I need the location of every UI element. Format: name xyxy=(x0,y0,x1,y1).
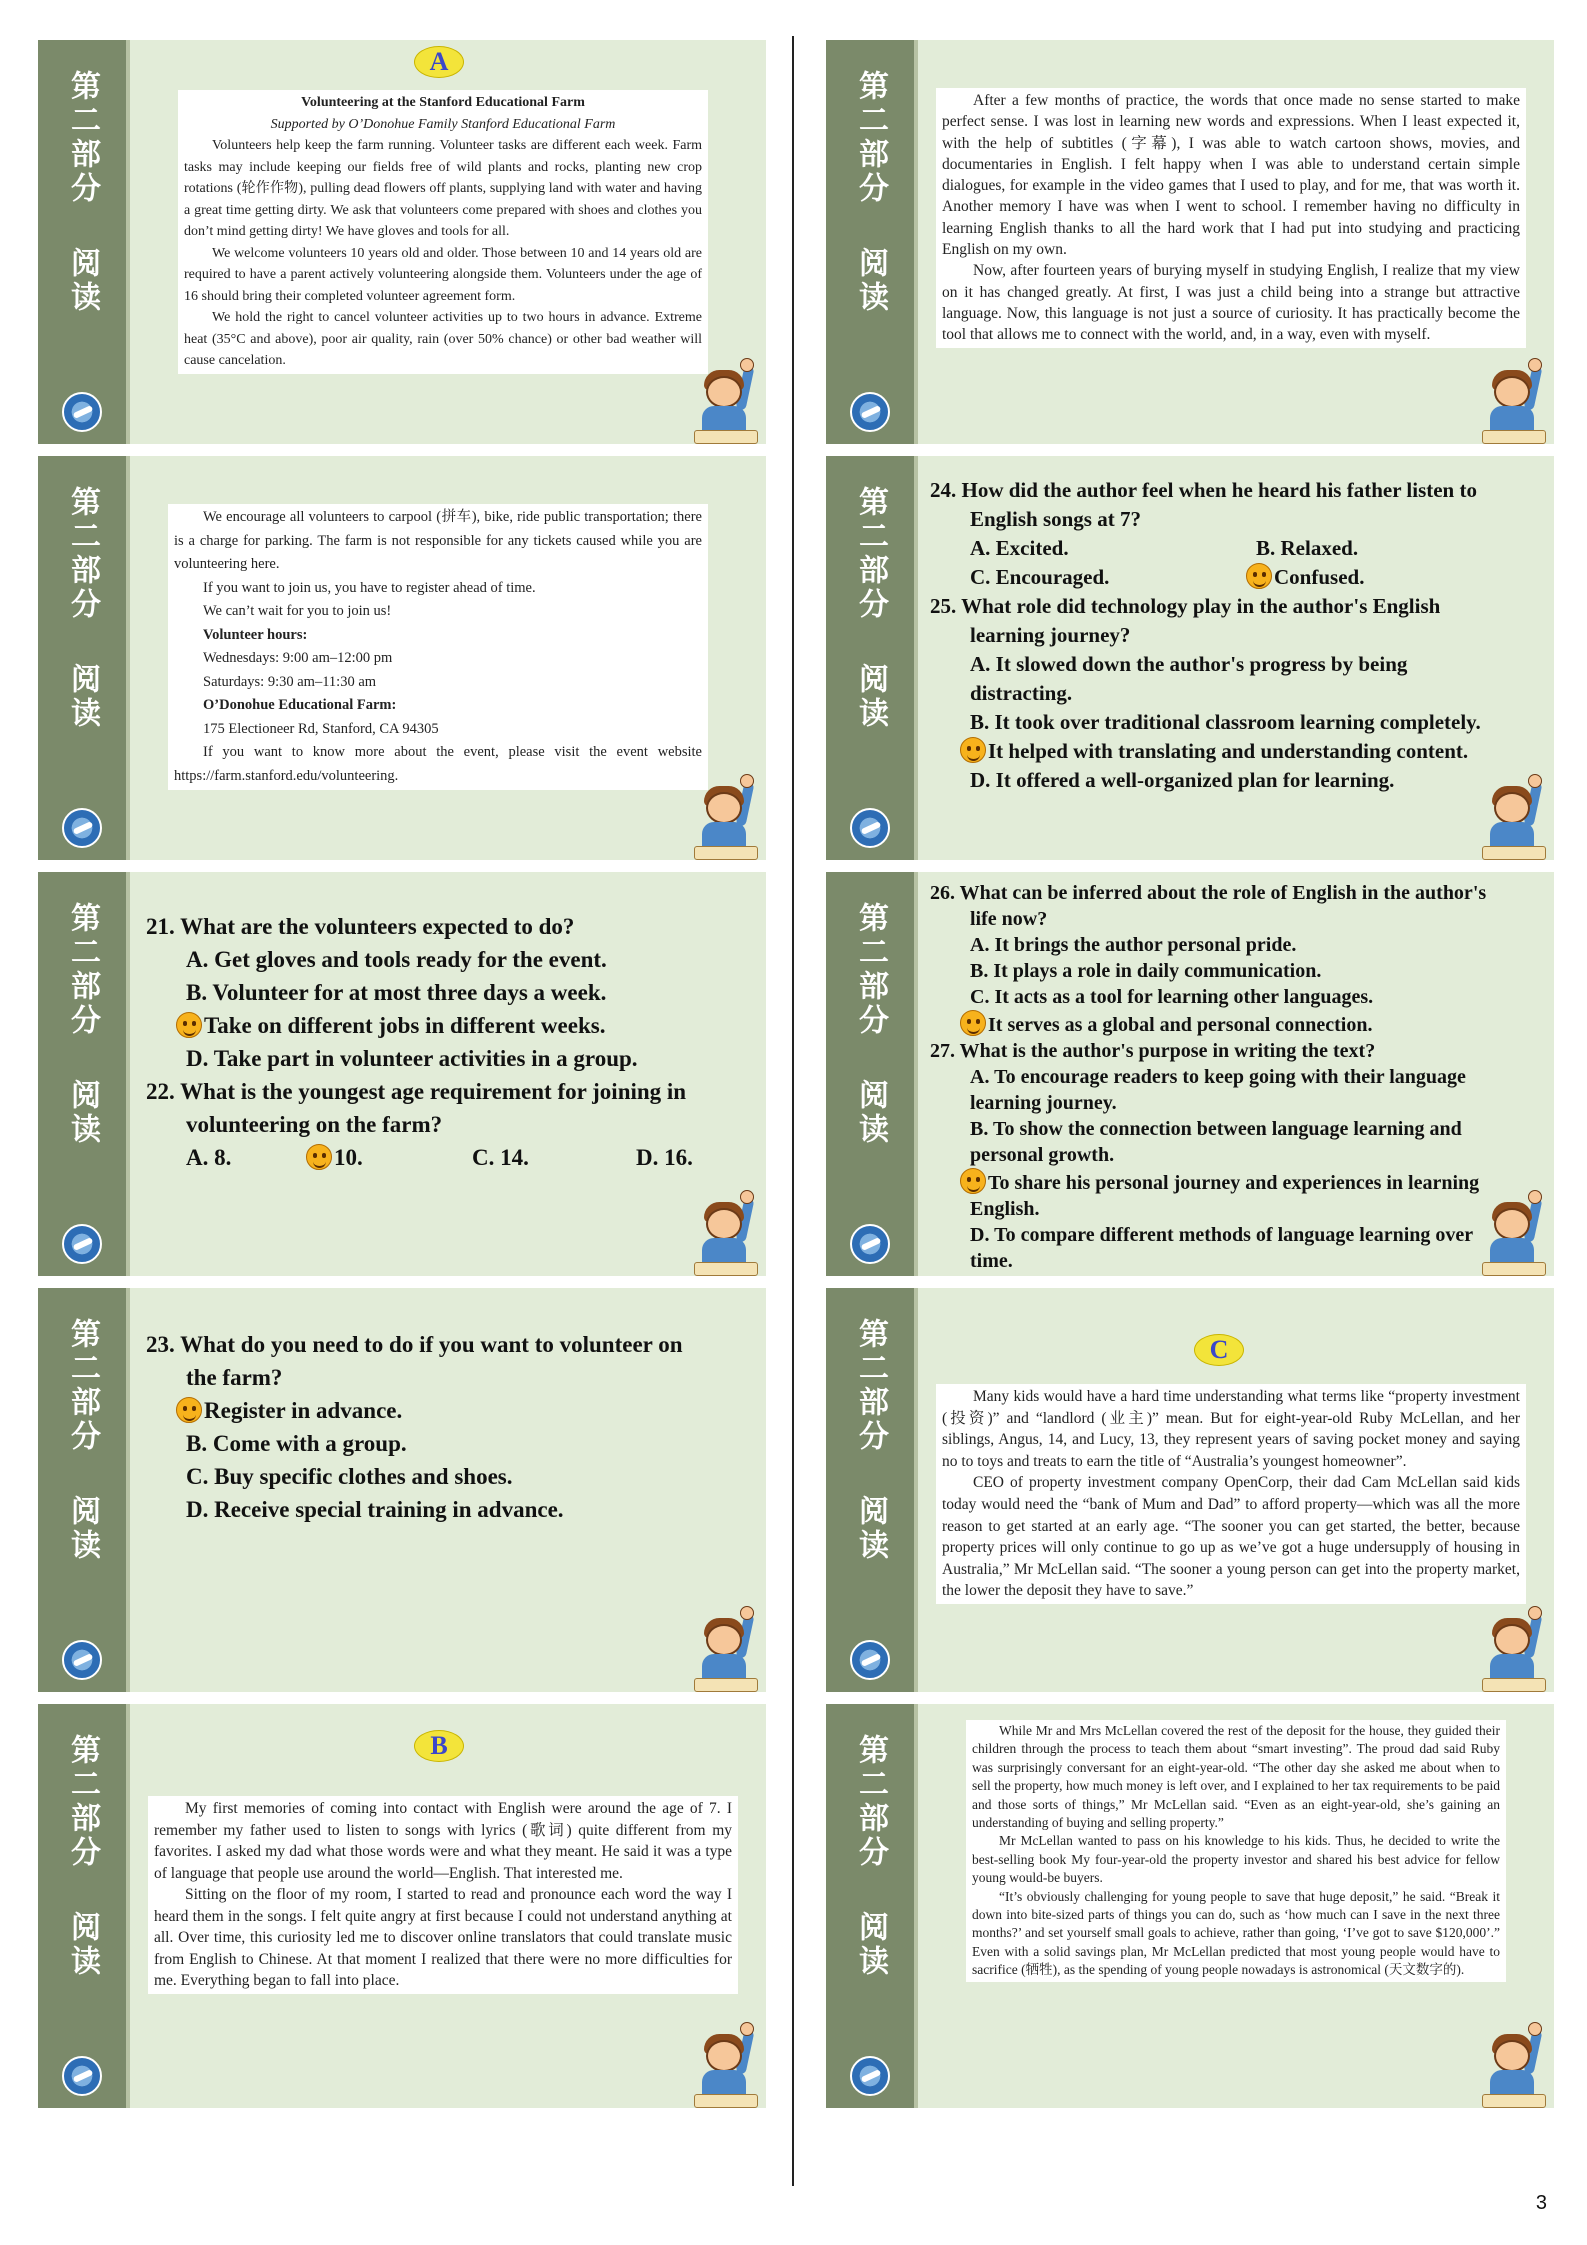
option-correct[interactable] xyxy=(306,1141,472,1174)
side-label-top: 第二部分 xyxy=(853,486,888,622)
paragraph: After a few months of practice, the words that once made no sense started to make perfect sense. I was lost in learning new words and expressions. When I least expected it, with the help of subtitles (字幕), I was able to watch cartoon shows, movies, and documentaries in English. I felt happy when I was able to understand certain simple dialogues, for example in the video games that I used to play, and for me, that was worth it. Another memory I have was when I went to school. I remember having no difficulty in learning English thanks to all the hard work that I had put into studying and practicing English on my own. xyxy=(942,92,1520,259)
slide-passage-b-part2 xyxy=(826,40,1554,444)
slide-questions-26-27 xyxy=(826,872,1554,1276)
slide-sidebar xyxy=(826,40,914,444)
question-22: 22. What is the youngest age requirement for joining in volunteering on the farm? xyxy=(146,1079,687,1137)
side-label-top: 第二部分 xyxy=(65,1318,100,1454)
passage-c-text-continued xyxy=(966,1720,1506,1982)
student-mascot-icon xyxy=(694,358,760,444)
paragraph: My first memories of coming into contact with English were around the age of 7. I remember my father used to listen to songs with lyrics (歌词) quite different from my favorites. I asked my dad what those words were and what they meant. He said it was a type of language that people use around the world—English. That interested me. xyxy=(154,1800,732,1882)
volunteer-hours-label: Volunteer hours: xyxy=(203,626,308,643)
slide-sidebar xyxy=(38,1288,126,1692)
question-block xyxy=(146,910,706,1174)
side-label-bottom: 阅读 xyxy=(853,1911,888,1979)
school-logo-icon xyxy=(850,1224,890,1264)
option-correct[interactable] xyxy=(1256,563,1364,592)
option[interactable]: C. 14. xyxy=(472,1145,529,1170)
correct-answer-emoji-icon xyxy=(1246,563,1272,589)
correct-answer-emoji-icon xyxy=(960,1010,986,1036)
passage-subtitle: Supported by O’Donohue Family Stanford Educational Farm xyxy=(270,116,616,132)
paragraph: CEO of property investment company OpenCorp, their dad Cam McLellan said kids today would need the “bank of Mum and Dad” to afford property—which was all the more reason to get started at an early age. “The sooner you can get started, the better, because property prices will only continue to go up as we’ve got a huge undersupply of housing in Australia,” Mr McLellan said. “The sooner a young person can get into the property market, the lower the deposit they have to save.” xyxy=(942,1474,1520,1600)
passage-b-text-continued xyxy=(936,88,1526,348)
option-text: Confused. xyxy=(1274,565,1365,589)
paragraph: We welcome volunteers 10 years old and older. Those between 10 and 14 years old are required to have a parent actively volunteering alongside them. Volunteers under the age of 16 should bring their completed volunteer agreement form. xyxy=(184,245,702,304)
option[interactable]: C. Encouraged. xyxy=(970,565,1110,589)
passage-b-text xyxy=(148,1796,738,1994)
page-number: 3 xyxy=(1535,2192,1547,2214)
option-row xyxy=(930,534,1510,563)
option-text: To share his personal journey and experiences in learning English. xyxy=(970,1172,1480,1220)
hours-line: Saturdays: 9:30 am–11:30 am xyxy=(203,673,377,690)
paragraph: “It’s obviously challenging for young people to save that huge deposit,” he said. “Break it down into bite-sized parts of things you can do, such as ‘how much can I save in the next three months?’ and set yourself small goals to achieve, rather than going, ‘I’ve got to save $120,000’.” Even with a solid savings plan, Mr McLellan predicted that most young people would have to sacrifice (牺牲), as the spending of young people nowadays is astronomical (天文数字的). xyxy=(972,1888,1500,1978)
option[interactable]: D. Take part in volunteer activities in a group. xyxy=(186,1046,638,1071)
farm-address: 175 Electioneer Rd, Stanford, CA 94305 xyxy=(203,720,439,737)
section-badge-b: B xyxy=(414,1730,464,1762)
side-label-top: 第二部分 xyxy=(65,1734,100,1870)
paragraph: We hold the right to cancel volunteer activities up to two hours in advance. Extreme heat (35°C and above), poor air quality, rain (over 50% chance) or other bad weather will cause cancelation. xyxy=(184,310,702,368)
paragraph-website: If you want to know more about the event, please visit the event website https://farm.stanford.edu/volunteering. xyxy=(174,744,702,784)
passage-title: Volunteering at the Stanford Educational Farm xyxy=(301,95,585,110)
slide-sidebar xyxy=(826,1704,914,2108)
side-label-top: 第二部分 xyxy=(65,486,100,622)
option[interactable]: A. Excited. xyxy=(970,536,1069,560)
option-correct[interactable] xyxy=(146,1394,706,1427)
option[interactable]: B. To show the connection between language learning and personal growth. xyxy=(970,1118,1462,1166)
student-mascot-icon xyxy=(694,1606,760,1692)
section-badge-a: A xyxy=(414,46,464,78)
option-text: It helped with translating and understanding content. xyxy=(988,739,1469,763)
slide-questions-24-25 xyxy=(826,456,1554,860)
option[interactable]: D. 16. xyxy=(636,1145,693,1170)
option[interactable]: A. 8. xyxy=(186,1145,232,1170)
correct-answer-emoji-icon xyxy=(176,1012,202,1038)
question-block xyxy=(930,476,1510,795)
paragraph: Now, after fourteen years of burying myself in studying English, I realize that my view on it has changed greatly. At first, I was just a child being into a strange but attractive language. Now, this language is not just a source of curiosity. It has practically become the tool that allows me to connect with the world, and, in a way, even with myself. xyxy=(942,262,1520,344)
school-logo-icon xyxy=(62,2056,102,2096)
option-text: It serves as a global and personal connection. xyxy=(988,1014,1373,1036)
school-logo-icon xyxy=(850,1640,890,1680)
option[interactable]: B. Relaxed. xyxy=(1256,536,1359,560)
paragraph: Volunteers help keep the farm running. Volunteer tasks are different each week. Farm tasks may include keeping our fields free of wild plants and rocks, planting new crop rotations (轮作作物), pulling dead flowers off plants, supplying land with water and having a great time getting dirty. We ask that volunteers come prepared with shoes and clothes you don’t mind getting dirty! We have gloves and tools for all. xyxy=(184,138,702,239)
side-label-bottom: 阅读 xyxy=(853,1495,888,1563)
paragraph: Many kids would have a hard time understanding what terms like “property investment (投资)” and “landlord (业主)” mean. But for eight-year-old Ruby McLellan, and her siblings, Angus, 14, and Lucy, 13, they represent years of saving pocket money and saying no to toys and treats to earn the title of “Australia’s youngest homeowner”. xyxy=(942,1388,1520,1470)
slide-passage-c-part2 xyxy=(826,1704,1554,2108)
option-row xyxy=(930,563,1510,592)
option[interactable]: C. Buy specific clothes and shoes. xyxy=(186,1464,513,1489)
section-badge-c: C xyxy=(1194,1334,1244,1366)
side-label-bottom: 阅读 xyxy=(65,1079,100,1147)
paragraph: If you want to join us, you have to register ahead of time. xyxy=(203,579,536,596)
option-correct[interactable] xyxy=(146,1009,706,1042)
option[interactable]: C. It acts as a tool for learning other languages. xyxy=(970,986,1374,1008)
passage-a-text xyxy=(178,90,708,374)
option[interactable]: D. Receive special training in advance. xyxy=(186,1497,564,1522)
option[interactable]: B. It took over traditional classroom learning completely. xyxy=(970,710,1481,734)
side-label-top: 第二部分 xyxy=(853,70,888,206)
option-correct[interactable] xyxy=(930,1168,1490,1222)
student-mascot-icon xyxy=(694,1190,760,1276)
student-mascot-icon xyxy=(1482,1606,1548,1692)
slide-sidebar xyxy=(38,456,126,860)
side-label-bottom: 阅读 xyxy=(853,1079,888,1147)
side-label-top: 第二部分 xyxy=(853,1318,888,1454)
question-26: 26. What can be inferred about the role of English in the author's life now? xyxy=(930,882,1487,930)
side-label-top: 第二部分 xyxy=(65,902,100,1038)
slide-passage-a-part2 xyxy=(38,456,766,860)
option-text: Register in advance. xyxy=(204,1398,403,1423)
side-label-bottom: 阅读 xyxy=(65,247,100,315)
paragraph: We can’t wait for you to join us! xyxy=(203,603,392,619)
paragraph: While Mr and Mrs McLellan covered the rest of the deposit for the house, they guided their children through the process to teach them about “smart investing”. The proud dad said Ruby was surprisingly conversant for an eight-year-old. “The other day she asked me about when to sell the property, how much money is left over, and I explained to her tax requirements to be paid and those sorts of things,” Mr McLellan said. “Even as an eight-year-old, she’s gaining an understanding of buying and selling property.” xyxy=(972,1723,1500,1831)
student-mascot-icon xyxy=(694,2022,760,2108)
option[interactable]: A. It brings the author personal pride. xyxy=(970,934,1297,956)
option-text: 10. xyxy=(334,1145,363,1170)
question-24: 24. How did the author feel when he heard his father listen to English songs at 7? xyxy=(930,478,1477,531)
slide-passage-c-part1 xyxy=(826,1288,1554,1692)
option[interactable]: A. Get gloves and tools ready for the event. xyxy=(186,947,607,972)
option[interactable]: A. To encourage readers to keep going with their language learning journey. xyxy=(970,1066,1466,1114)
correct-answer-emoji-icon xyxy=(306,1144,332,1170)
option[interactable]: D. It offered a well-organized plan for learning. xyxy=(970,768,1395,792)
slide-passage-a-part1 xyxy=(38,40,766,444)
option[interactable]: B. It plays a role in daily communication. xyxy=(970,960,1322,982)
paragraph: Mr McLellan wanted to pass on his knowledge to his kids. Thus, he decided to write the best-selling book My four-year-old the property investor and shared his best advice for fellow young would-be buyers. xyxy=(972,1833,1500,1886)
hours-line: Wednesdays: 9:00 am–12:00 pm xyxy=(203,650,393,666)
option[interactable]: B. Come with a group. xyxy=(186,1431,407,1456)
question-21: 21. What are the volunteers expected to do? xyxy=(146,914,575,939)
school-logo-icon xyxy=(62,392,102,432)
school-logo-icon xyxy=(62,808,102,848)
side-label-top: 第二部分 xyxy=(853,902,888,1038)
option-correct[interactable] xyxy=(930,1010,1490,1038)
slide-sidebar xyxy=(38,872,126,1276)
passage-c-text xyxy=(936,1384,1526,1604)
slide-questions-21-22 xyxy=(38,872,766,1276)
column-divider xyxy=(792,36,794,2186)
option[interactable]: D. To compare different methods of language learning over time. xyxy=(970,1224,1473,1272)
farm-address-label: O’Donohue Educational Farm: xyxy=(203,697,397,713)
paragraph: We encourage all volunteers to carpool (拼车), bike, ride public transportation; there is a charge for parking. The farm is not responsible for any tickets caused while you are volunteering here. xyxy=(174,509,702,572)
student-mascot-icon xyxy=(1482,1190,1548,1276)
question-27: 27. What is the author's purpose in writing the text? xyxy=(930,1040,1376,1062)
school-logo-icon xyxy=(62,1640,102,1680)
side-label-bottom: 阅读 xyxy=(853,247,888,315)
option-text: Take on different jobs in different weeks. xyxy=(204,1013,606,1038)
slide-sidebar xyxy=(826,1288,914,1692)
side-label-bottom: 阅读 xyxy=(853,663,888,731)
side-label-top: 第二部分 xyxy=(65,70,100,206)
student-mascot-icon xyxy=(1482,2022,1548,2108)
slide-sidebar xyxy=(826,456,914,860)
correct-answer-emoji-icon xyxy=(960,737,986,763)
option-row xyxy=(146,1141,706,1174)
side-label-top: 第二部分 xyxy=(853,1734,888,1870)
question-block xyxy=(146,1328,706,1526)
passage-a-text-continued xyxy=(168,504,708,790)
school-logo-icon xyxy=(850,808,890,848)
school-logo-icon xyxy=(850,2056,890,2096)
correct-answer-emoji-icon xyxy=(176,1397,202,1423)
correct-answer-emoji-icon xyxy=(960,1168,986,1194)
slide-question-23 xyxy=(38,1288,766,1692)
student-mascot-icon xyxy=(1482,774,1548,860)
option-correct[interactable] xyxy=(930,737,1510,766)
slide-sidebar xyxy=(826,872,914,1276)
question-25: 25. What role did technology play in the author's English learning journey? xyxy=(930,594,1441,647)
side-label-bottom: 阅读 xyxy=(65,1495,100,1563)
side-label-bottom: 阅读 xyxy=(65,663,100,731)
question-block xyxy=(930,880,1490,1274)
question-23: 23. What do you need to do if you want to volunteer on the farm? xyxy=(146,1332,683,1390)
slide-sidebar xyxy=(38,40,126,444)
slide-passage-b-part1 xyxy=(38,1704,766,2108)
student-mascot-icon xyxy=(694,774,760,860)
school-logo-icon xyxy=(62,1224,102,1264)
option[interactable]: B. Volunteer for at most three days a week. xyxy=(186,980,607,1005)
side-label-bottom: 阅读 xyxy=(65,1911,100,1979)
slide-sidebar xyxy=(38,1704,126,2108)
school-logo-icon xyxy=(850,392,890,432)
option[interactable]: A. It slowed down the author's progress by being distracting. xyxy=(970,652,1408,705)
student-mascot-icon xyxy=(1482,358,1548,444)
paragraph: Sitting on the floor of my room, I started to read and pronounce each word the way I heard them in the songs. I felt quite angry at first because I could not understand anything at all. Over time, this curiosity led me to discover online translators that could translate music from English to Chinese. At that moment I realized that there were no more difficulties for me. Everything began to fall into place. xyxy=(154,1886,732,1989)
